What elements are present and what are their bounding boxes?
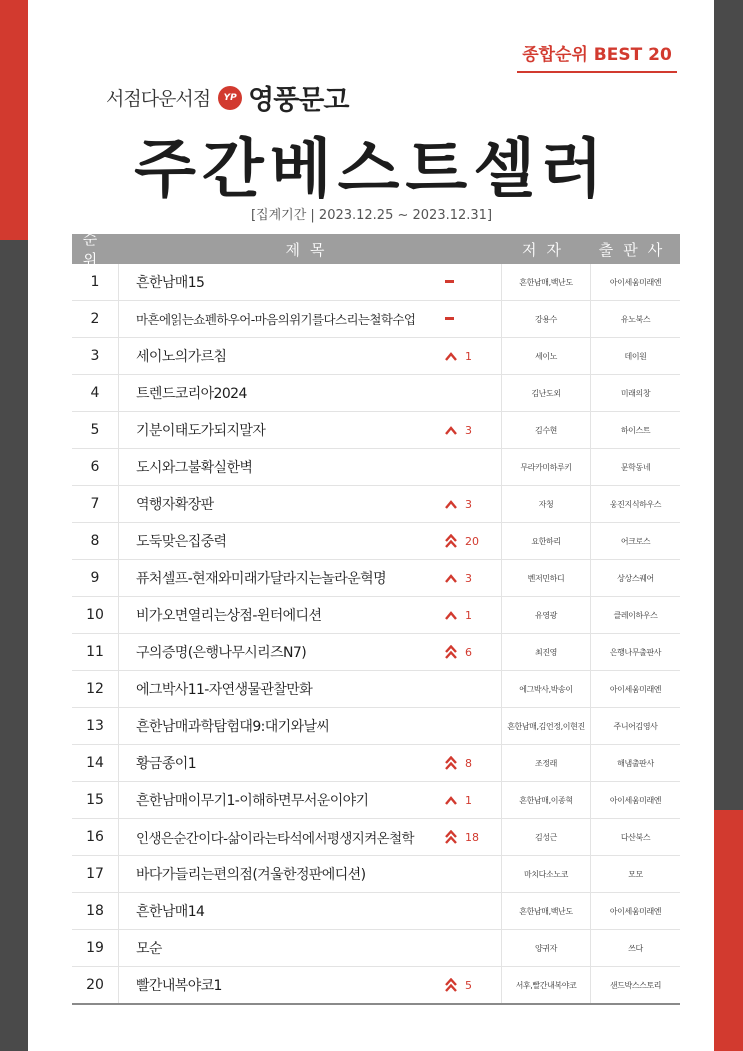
- publisher-cell: 클레이하우스: [613, 610, 658, 620]
- author-cell: 강용수: [502, 301, 591, 337]
- author-cell: 김난도외: [502, 375, 591, 411]
- title-cell: [118, 819, 502, 855]
- chevron-up-icon: [445, 796, 457, 805]
- title-cell: [118, 264, 502, 300]
- rank-change-value: 1: [465, 349, 472, 363]
- yp-logo-icon: YP: [218, 86, 242, 110]
- rank-up-indicator: [445, 819, 479, 855]
- book-title: 흔한남매14: [136, 904, 205, 920]
- rank-change-value: 3: [465, 497, 472, 511]
- right-red-bar: [714, 810, 743, 1051]
- publisher-cell: 아이세움미래엔: [609, 277, 662, 287]
- rank-cell: 16: [86, 829, 104, 845]
- publisher-cell: 웅진지식하우스: [609, 499, 662, 509]
- publisher-cell: 다산북스: [620, 832, 651, 842]
- dash-icon: [445, 317, 454, 321]
- publisher-cell: 쓰다: [628, 943, 643, 953]
- page-title: 주간베스트셀러: [134, 133, 609, 207]
- double-chevron-up-icon: [445, 534, 457, 548]
- title-cell: [118, 449, 502, 485]
- period-label: [집계기간 | 2023.12.25 ~ 2023.12.31]: [250, 208, 493, 223]
- book-title: 세이노의가르침: [136, 349, 227, 365]
- title-cell: [118, 893, 502, 929]
- double-chevron-up-icon: [445, 830, 457, 844]
- header-author: 저자: [522, 240, 571, 259]
- bestseller-table: [72, 230, 680, 1005]
- author-cell: 최진영: [502, 634, 591, 670]
- rank-cell: 18: [86, 903, 104, 919]
- book-title: 트렌드코리아2024: [136, 386, 247, 402]
- rank-up-indicator: [445, 967, 472, 1003]
- rank-cell: 3: [90, 348, 100, 364]
- rank-cell: 13: [86, 718, 104, 734]
- table-row: [72, 560, 680, 597]
- table-row: [72, 708, 680, 745]
- title-cell: [118, 634, 502, 670]
- brand-header: [106, 78, 348, 117]
- rank-change-value: 8: [465, 756, 472, 770]
- book-title: 기분이태도가되지말자: [136, 423, 266, 439]
- table-body: [72, 264, 680, 1005]
- table-row: [72, 523, 680, 560]
- author-cell: 흔한남매,백난도: [502, 264, 591, 300]
- table-row: [72, 375, 680, 412]
- rank-cell: 6: [90, 459, 100, 475]
- rank-cell: 19: [86, 940, 104, 956]
- rank-change-value: 3: [465, 571, 472, 585]
- author-cell: 조정래: [502, 745, 591, 781]
- book-title: 바다가들리는편의점(겨울한정판에디션): [136, 867, 366, 883]
- table-row: [72, 967, 680, 1005]
- table-row: [72, 449, 680, 486]
- author-cell: 흔한남매,백난도: [502, 893, 591, 929]
- rank-change-value: 1: [465, 608, 472, 622]
- rank-cell: 17: [86, 866, 104, 882]
- author-cell: 김성근: [502, 819, 591, 855]
- rank-cell: 11: [86, 644, 104, 660]
- author-cell: 마치다소노코: [502, 856, 591, 892]
- rank-up-indicator: [445, 782, 472, 818]
- rank-cell: 5: [90, 422, 100, 438]
- book-title: 황금종이1: [136, 756, 197, 772]
- publisher-cell: 아이세움미래엔: [609, 906, 662, 916]
- book-title: 인생은순간이다-삶이라는타석에서평생지켜온철학: [136, 831, 414, 847]
- title-cell: [118, 671, 502, 707]
- publisher-cell: 유노북스: [620, 314, 651, 324]
- publisher-cell: 어크로스: [620, 536, 651, 546]
- book-title: 도둑맞은집중력: [136, 534, 227, 550]
- table-row: [72, 634, 680, 671]
- book-title: 구의증명(은행나무시리즈N7): [136, 645, 307, 661]
- publisher-cell: 아이세움미래엔: [609, 795, 662, 805]
- book-title: 흔한남매이무기1-이해하면무서운이야기: [136, 793, 369, 809]
- book-title: 역행자확장판: [136, 497, 214, 513]
- book-title: 퓨처셀프-현재와미래가달라지는놀라운혁명: [136, 571, 387, 587]
- rank-cell: 2: [90, 311, 100, 327]
- rank-up-indicator: [445, 412, 472, 448]
- author-cell: 무라카미하루키: [502, 449, 591, 485]
- rank-change-value: 6: [465, 645, 472, 659]
- rank-cell: 9: [90, 570, 100, 586]
- table-row: [72, 893, 680, 930]
- title-cell: [118, 930, 502, 966]
- publisher-cell: 샌드박스스토리: [609, 980, 662, 990]
- double-chevron-up-icon: [445, 978, 457, 992]
- header-title: 제목: [285, 240, 335, 259]
- publisher-cell: 은행나무출판사: [609, 647, 662, 657]
- rank-change-value: 3: [465, 423, 472, 437]
- title-cell: [118, 782, 502, 818]
- author-cell: 서후,빨간내복야코: [502, 967, 591, 1003]
- title-cell: [118, 967, 502, 1003]
- title-cell: [118, 486, 502, 522]
- rank-cell: 14: [86, 755, 104, 771]
- author-cell: 흔한남매,이종혁: [502, 782, 591, 818]
- header-rank: 순위: [82, 230, 108, 269]
- double-chevron-up-icon: [445, 756, 457, 770]
- chevron-up-icon: [445, 426, 457, 435]
- table-row: [72, 412, 680, 449]
- author-cell: 양귀자: [502, 930, 591, 966]
- table-row: [72, 930, 680, 967]
- publisher-cell: 하이스트: [620, 425, 651, 435]
- chevron-up-icon: [445, 574, 457, 583]
- book-title: 에그박사11-자연생물관찰만화: [136, 682, 313, 698]
- header-publisher: 출판사: [598, 240, 673, 259]
- rank-up-indicator: [445, 745, 472, 781]
- publisher-cell: 모모: [628, 869, 643, 879]
- title-cell: [118, 338, 502, 374]
- table-row: [72, 338, 680, 375]
- publisher-cell: 주니어김영사: [613, 721, 658, 731]
- rank-up-indicator: [445, 338, 472, 374]
- title-cell: [118, 375, 502, 411]
- table-row: [72, 819, 680, 856]
- rank-cell: 8: [90, 533, 100, 549]
- table-row: [72, 486, 680, 523]
- rank-same-indicator: [445, 264, 454, 300]
- chevron-up-icon: [445, 500, 457, 509]
- double-chevron-up-icon: [445, 645, 457, 659]
- rank-up-indicator: [445, 634, 472, 670]
- title-cell: [118, 856, 502, 892]
- author-cell: 김수현: [502, 412, 591, 448]
- rank-change-value: 20: [465, 534, 479, 548]
- brand-slogan: 서점다운서점: [106, 88, 211, 110]
- title-cell: [118, 597, 502, 633]
- title-cell: [118, 745, 502, 781]
- chevron-up-icon: [445, 352, 457, 361]
- rank-cell: 7: [90, 496, 100, 512]
- publisher-cell: 데이원: [624, 351, 647, 361]
- author-cell: 세이노: [502, 338, 591, 374]
- rank-change-value: 18: [465, 830, 479, 844]
- book-title: 모순: [136, 941, 162, 957]
- rank-cell: 4: [90, 385, 100, 401]
- publisher-cell: 해냄출판사: [617, 758, 654, 768]
- rank-cell: 1: [90, 274, 100, 290]
- rank-change-value: 5: [465, 978, 472, 992]
- table-row: [72, 671, 680, 708]
- rank-up-indicator: [445, 523, 479, 559]
- ranking-badge: 종합순위 BEST 20: [517, 40, 677, 73]
- table-row: [72, 856, 680, 893]
- rank-cell: 20: [86, 977, 104, 993]
- table-row: [72, 745, 680, 782]
- title-cell: [118, 412, 502, 448]
- publisher-cell: 문학동네: [620, 462, 651, 472]
- author-cell: 자청: [502, 486, 591, 522]
- book-title: 마흔에읽는쇼펜하우어-마음의위기를다스리는철학수업: [136, 312, 416, 327]
- dash-icon: [445, 280, 454, 284]
- title-cell: [118, 301, 502, 337]
- table-row: [72, 301, 680, 338]
- table-header: [72, 230, 680, 269]
- rank-up-indicator: [445, 486, 472, 522]
- rank-change-value: 1: [465, 793, 472, 807]
- author-cell: 요한하리: [502, 523, 591, 559]
- author-cell: 유영광: [502, 597, 591, 633]
- rank-cell: 12: [86, 681, 104, 697]
- book-title: 흔한남매과학탐험대9:대기와날씨: [136, 719, 330, 735]
- book-title: 비가오면열리는상점-윈터에디션: [136, 608, 322, 624]
- author-cell: 에그박사,박송이: [502, 671, 591, 707]
- book-title: 흔한남매15: [136, 275, 205, 291]
- title-cell: [118, 523, 502, 559]
- table-row: [72, 782, 680, 819]
- book-title: 빨간내복야코1: [136, 978, 222, 994]
- rank-same-indicator: [445, 301, 454, 337]
- publisher-cell: 상상스퀘어: [617, 573, 654, 583]
- table-row: [72, 264, 680, 301]
- chevron-up-icon: [445, 611, 457, 620]
- title-cell: [118, 708, 502, 744]
- author-cell: 벤저민하디: [502, 560, 591, 596]
- book-title: 도시와그불확실한벽: [136, 460, 253, 476]
- brand-name: 영풍문고: [248, 85, 349, 116]
- rank-cell: 10: [86, 607, 104, 623]
- table-row: [72, 597, 680, 634]
- rank-up-indicator: [445, 597, 472, 633]
- publisher-cell: 아이세움미래엔: [609, 684, 662, 694]
- title-cell: [118, 560, 502, 596]
- left-gray-bar: [0, 240, 28, 1051]
- rank-cell: 15: [86, 792, 104, 808]
- publisher-cell: 미래의창: [620, 388, 651, 398]
- author-cell: 흔한남매,김언정,이현진: [502, 708, 591, 744]
- rank-up-indicator: [445, 560, 472, 596]
